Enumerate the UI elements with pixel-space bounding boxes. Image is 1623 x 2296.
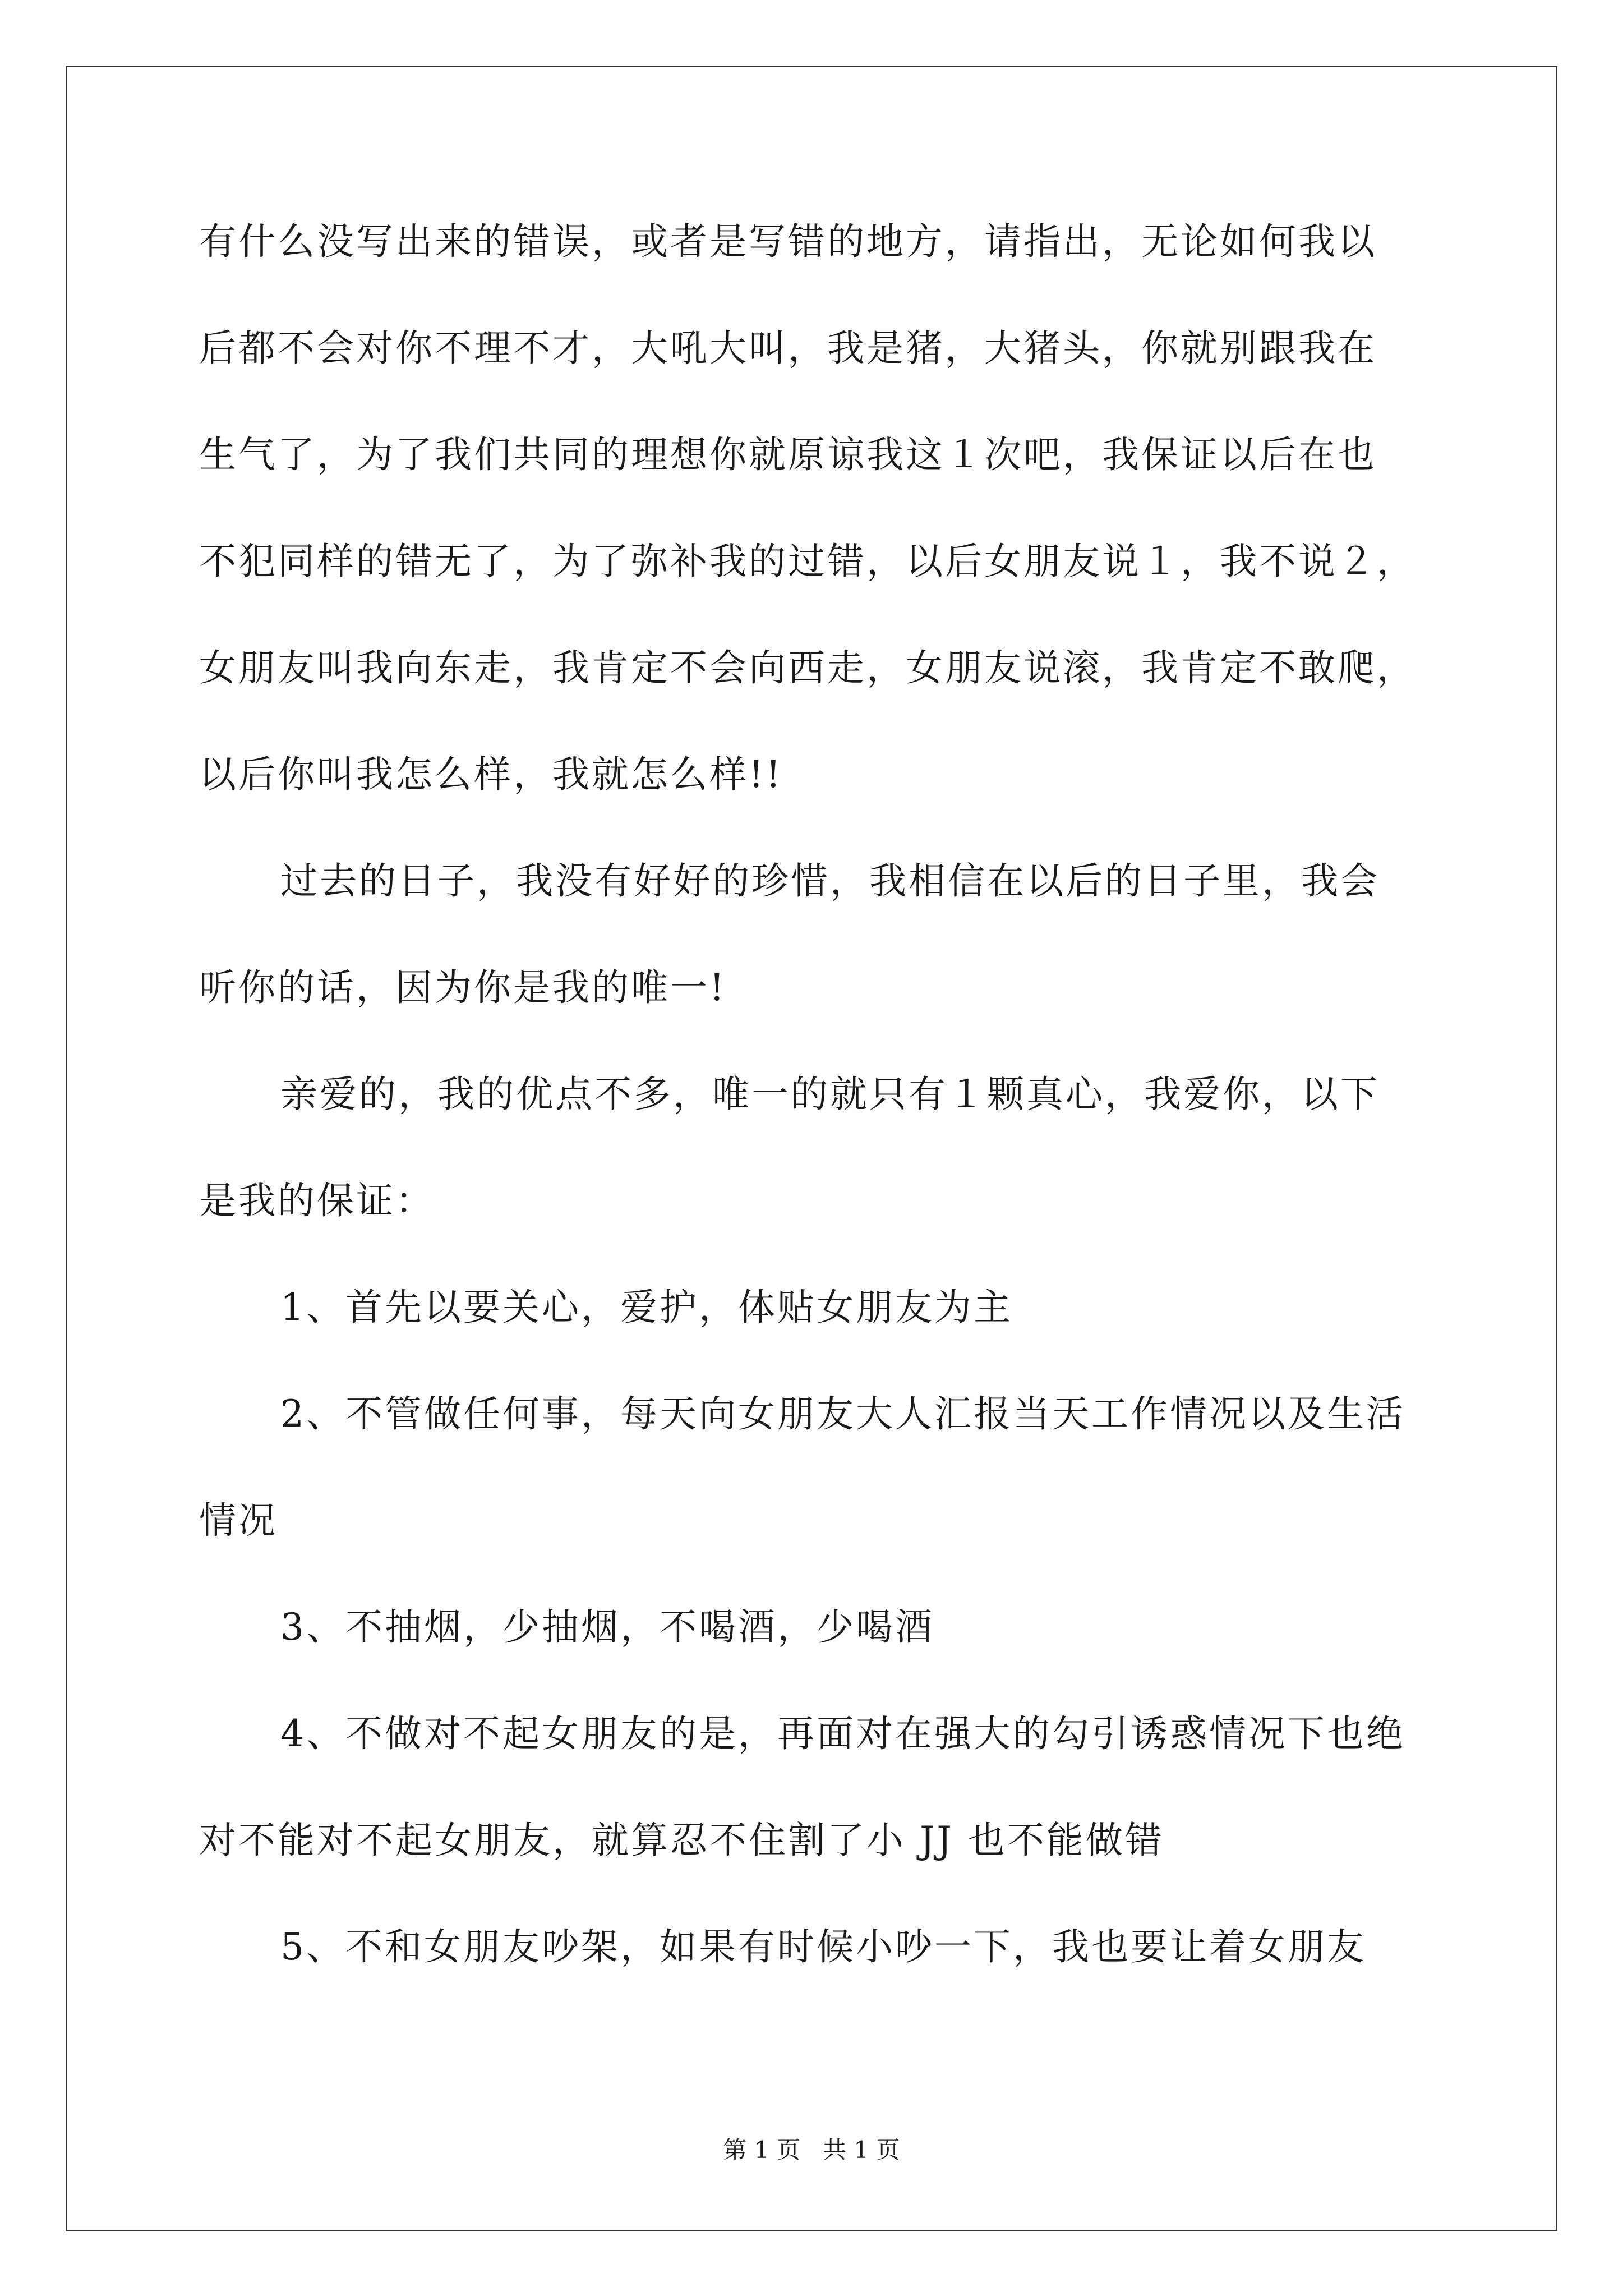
- page-frame: [66, 66, 1557, 2231]
- paragraph-2-line-1: 过去的日子，我没有好好的珍惜，我相信在以后的日子里，我会: [280, 859, 1380, 903]
- paragraph-1-line-6: 以后你叫我怎么样，我就怎么样!!: [199, 753, 783, 796]
- list-item-2-line-1: 2、不管做任何事，每天向女朋友大人汇报当天工作情况以及生活: [280, 1392, 1405, 1435]
- paragraph-2-line-2: 听你的话，因为你是我的唯一!: [199, 966, 727, 1009]
- page-number-footer: 第 1 页 共 1 页: [723, 2136, 900, 2164]
- list-item-2-line-2: 情况: [199, 1499, 278, 1542]
- paragraph-1-line-2: 后都不会对你不理不才，大吼大叫，我是猪，大猪头，你就别跟我在: [199, 326, 1377, 370]
- paragraph-1-line-4: 不犯同样的错无了，为了弥补我的过错，以后女朋友说１，我不说２，: [199, 540, 1416, 583]
- list-item-5: 5、不和女朋友吵架，如果有时候小吵一下，我也要让着女朋友: [280, 1925, 1366, 1968]
- list-item-1: 1、首先以要关心，爱护，体贴女朋友为主: [280, 1286, 1013, 1329]
- paragraph-1-line-5: 女朋友叫我向东走，我肯定不会向西走，女朋友说滚，我肯定不敢爬，: [199, 646, 1416, 689]
- paragraph-1-line-1: 有什么没写出来的错误，或者是写错的地方，请指出，无论如何我以: [199, 220, 1377, 263]
- paragraph-3-line-2: 是我的保证：: [199, 1179, 435, 1222]
- list-item-3: 3、不抽烟，少抽烟，不喝酒，少喝酒: [280, 1605, 934, 1649]
- list-item-4-line-1: 4、不做对不起女朋友的是，再面对在强大的勾引诱惑情况下也绝: [280, 1712, 1405, 1755]
- paragraph-3-line-1: 亲爱的，我的优点不多，唯一的就只有１颗真心，我爱你，以下: [280, 1073, 1380, 1116]
- list-item-4-line-2: 对不能对不起女朋友，就算忍不住割了小 JJ 也不能做错: [199, 1819, 1164, 1862]
- paragraph-1-line-3: 生气了，为了我们共同的理想你就原谅我这１次吧，我保证以后在也: [199, 433, 1377, 476]
